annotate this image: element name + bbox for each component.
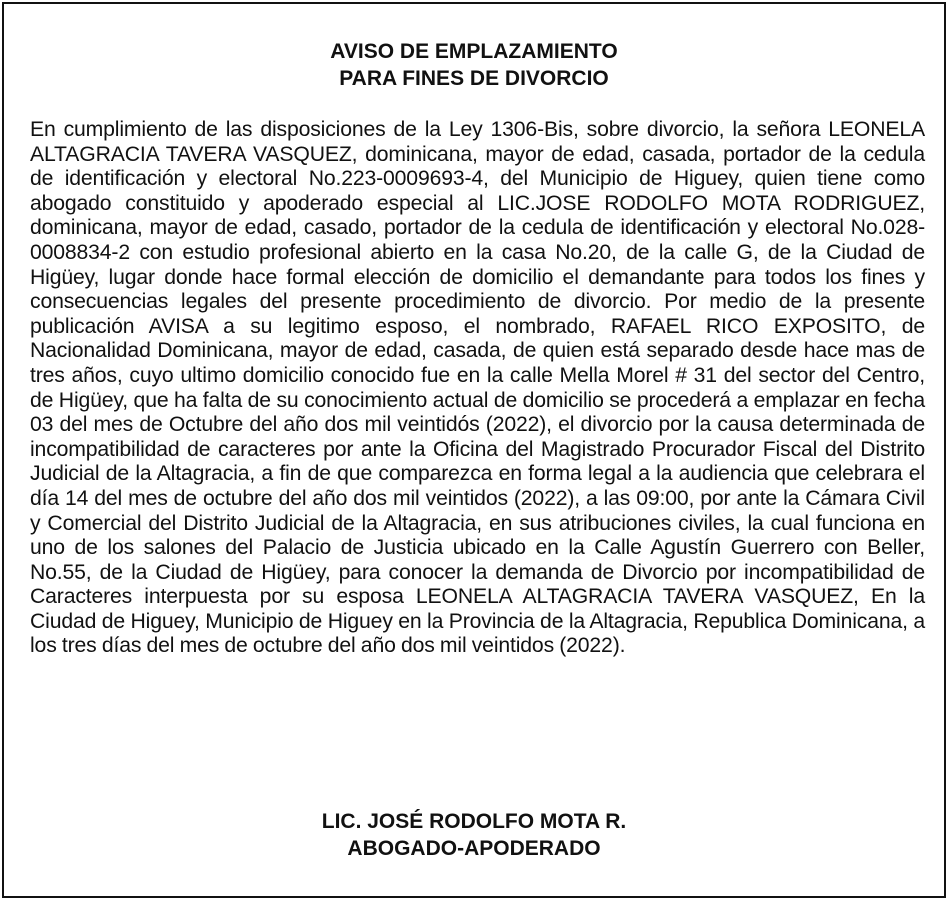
notice-title-line-2: PARA FINES DE DIVORCIO bbox=[339, 67, 609, 90]
notice-title-line-1: AVISO DE EMPLAZAMIENTO bbox=[330, 40, 618, 63]
signature-role: ABOGADO-APODERADO bbox=[347, 837, 601, 860]
signature-name: LIC. JOSÉ RODOLFO MOTA R. bbox=[321, 810, 627, 833]
notice-title bbox=[4, 38, 944, 92]
notice-body: En cumplimiento de las disposiciones de la Ley 1306-Bis, sobre divorcio, la señora LEONELA ALTAGRACIA TAVERA VASQUEZ, dominicana, mayor de edad, casada, portador de la cedula de identificación y electoral No.223-0009693-4, del Municipio de Higuey, quien tiene como abogado constituido y apoderado especial al LIC.JOSE RODOLFO MOTA RODRIGUEZ, dominicana, mayor de edad, casado, portador de la cedula de identificación y electoral No.028-0008834-2 con estudio profesional abierto en la casa No.20, de la calle G, de la Ciudad de Higüey, lugar donde hace formal elección de domicilio el demandante para todos los fines y consecuencias legales del presente procedimiento de divorcio. Por medio de la presente publicación AVISA a su legitimo esposo, el nombrado, RAFAEL RICO EXPOSITO, de Nacionalidad Dominicana, mayor de edad, casada, de quien está separado desde hace mas de tres años, cuyo ultimo domicilio conocido fue en la calle Mella Morel # 31 del sector del Centro, de Higüey, que ha falta de su conocimiento actual de domicilio se procederá a emplazar en fecha 03 del mes de Octubre del año dos mil veintidós (2022), el divorcio por la causa determinada de incompatibilidad de caracteres por ante la Oficina del Magistrado Procurador Fiscal del Distrito Judicial de la Altagracia, a fin de que comparezca en forma legal a la audiencia que celebrara el día 14 del mes de octubre del año dos mil veintidos (2022), a las 09:00, por ante la Cámara Civil y Comercial del Distrito Judicial de la Altagracia, en sus atribuciones civiles, la cual funciona en uno de los salones del Palacio de Justicia ubicado en la Calle Agustín Guerrero con Beller, No.55, de la Ciudad de Higüey, para conocer la demanda de Divorcio por incompatibilidad de Caracteres interpuesta por su esposa LEONELA ALTAGRACIA TAVERA VASQUEZ, En la Ciudad de Higuey, Municipio de Higuey en la Provincia de la Altagracia, Republica Dominicana, a los tres días del mes de octubre del año dos mil veintidos (2022). bbox=[30, 118, 925, 658]
legal-notice bbox=[2, 2, 946, 898]
signature-block bbox=[4, 808, 944, 862]
